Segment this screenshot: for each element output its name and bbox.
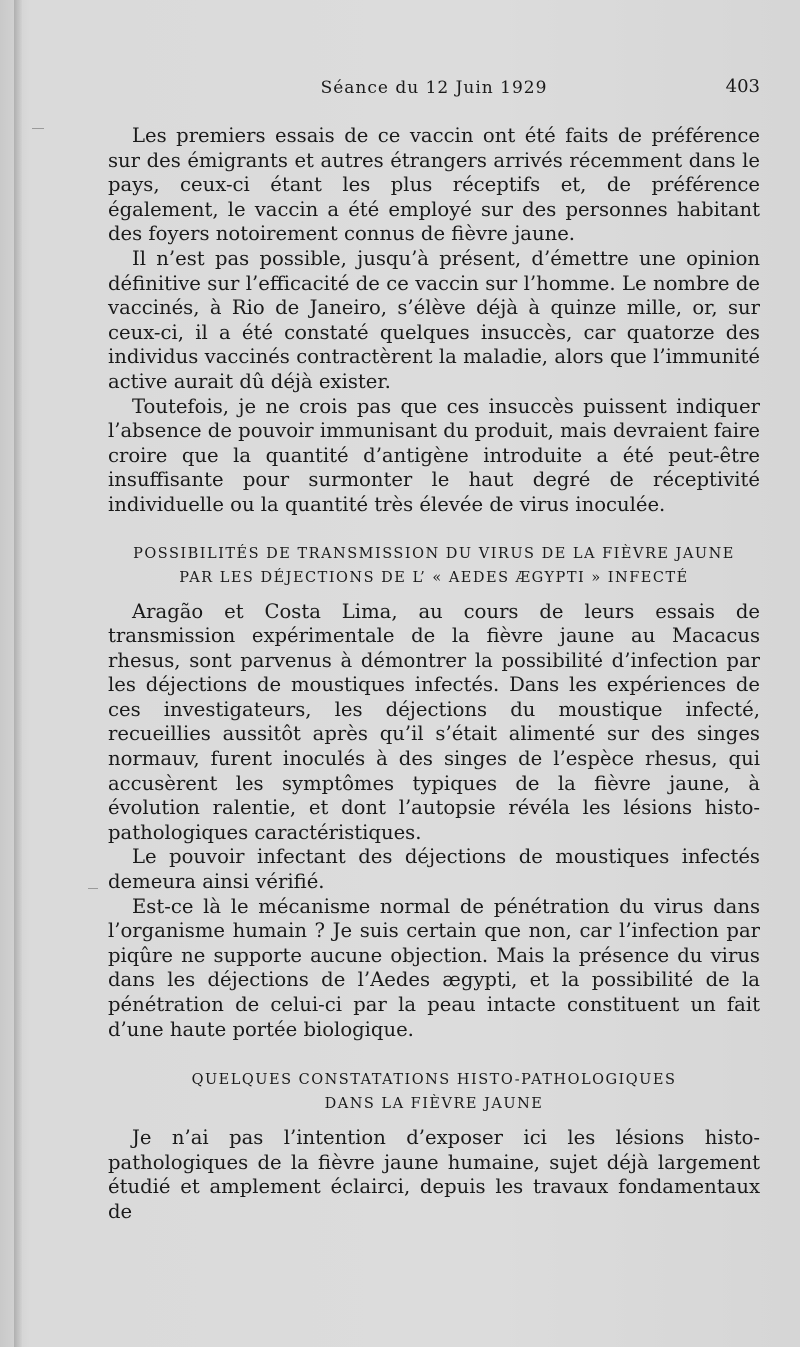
paragraph: Toutefois, je ne crois pas que ces insuccès puissent indiquer l’absence de pouvoir immunisant du produit, mais devraient faire croire que la quantité d’antigène introduite a été peut-être insuffisante pour surmonter le haut degré de réceptivité individuelle ou la quantité très élevée de virus inoculée.: [108, 394, 760, 516]
paragraph: Aragão et Costa Lima, au cours de leurs essais de transmission expérimentale de la fièvre jaune au Macacus rhesus, sont parvenus à démontrer la possibilité d’infection par les déjections de moustiques infectés. Dans les expériences de ces investigateurs, les déjections du moustique infecté, recueillies aussitôt après qu’il s’était alimenté sur des singes normauv, furent inoculés à des singes de l’espèce rhesus, qui accusèrent les symptômes typiques de la fièvre jaune, à évolution ralentie, et dont l’autopsie révéla les lésions histo-pathologiques caractéristiques.: [108, 599, 760, 844]
heading-line: PAR LES DÉJECTIONS DE L’ « AEDES ÆGYPTI » INFECTÉ: [179, 569, 689, 586]
margin-mark: [32, 128, 44, 129]
margin-mark: [88, 888, 98, 889]
section-heading-transmission: [108, 542, 760, 590]
body-text: [108, 124, 760, 1225]
heading-line: QUELQUES CONSTATATIONS HISTO-PATHOLOGIQUES: [191, 1072, 677, 1089]
paragraph: Les premiers essais de ce vaccin ont été faits de préférence sur des émigrants et autres étrangers arrivés récemment dans le pays, ceux-ci étant les plus réceptifs et, de préférence également, le vaccin a été employé sur des personnes habitant des foyers notoirement connus de fièvre jaune.: [108, 124, 760, 246]
section-heading-histopathology: [108, 1068, 760, 1116]
paragraph: Le pouvoir infectant des déjections de moustiques infectés demeura ainsi vérifié.: [108, 845, 760, 894]
paragraph: Je n’ai pas l’intention d’exposer ici les lésions histo-pathologiques de la fièvre jaune humaine, sujet déjà largement étudié et amplement éclairci, depuis les travaux fondamentaux de: [108, 1126, 760, 1223]
running-head: [108, 78, 760, 106]
heading-line: POSSIBILITÉS DE TRANSMISSION DU VIRUS DE LA FIÈVRE JAUNE: [133, 545, 735, 562]
paragraph: Il n’est pas possible, jusqu’à présent, d’émettre une opinion définitive sur l’efficacité de ce vaccin sur l’homme. Le nombre de vaccinés, à Rio de Janeiro, s’élève déjà à quinze mille, or, sur ceux-ci, il a été constaté quelques insuccès, car quatorze des individus vaccinés contractèrent la maladie, alors que l’immunité active aurait dû déjà exister.: [108, 246, 760, 393]
page-edge: [14, 0, 22, 1347]
heading-line: DANS LA FIÈVRE JAUNE: [324, 1096, 544, 1113]
running-head-title: Séance du 12 Juin 1929: [320, 78, 548, 98]
page-number: 403: [725, 76, 760, 97]
paragraph: Est-ce là le mécanisme normal de pénétration du virus dans l’organisme humain ? Je suis certain que non, car l’infection par piqûre ne supporte aucune objection. Mais la présence du virus dans les déjections de l’Aedes ægypti, et la possibilité de la pénétration de celui-ci par la peau intacte constituent un fait d’une haute portée biologique.: [108, 894, 760, 1041]
